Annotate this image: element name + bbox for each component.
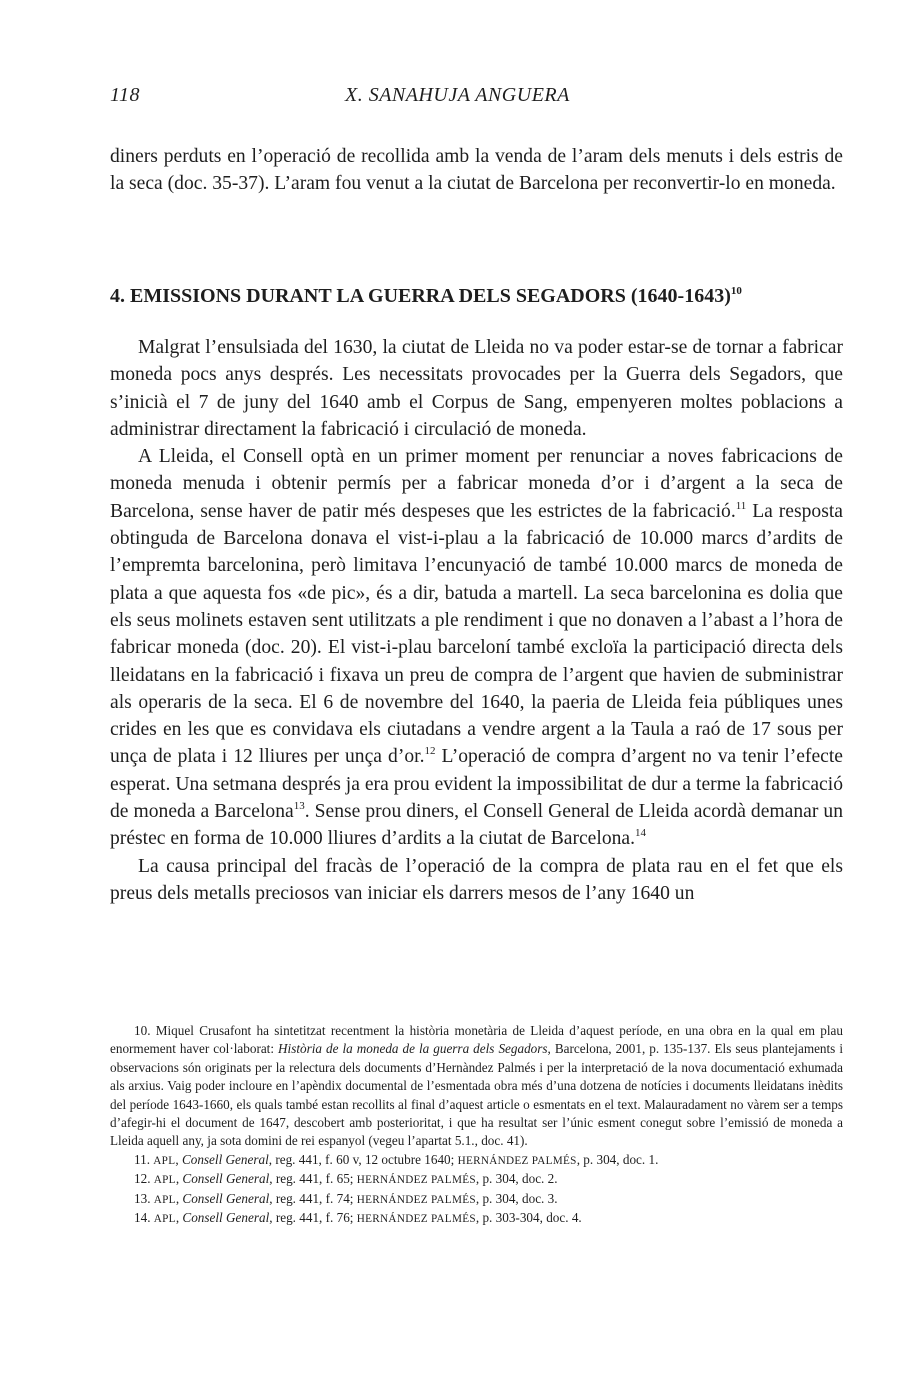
footnote-10	[110, 1022, 843, 1151]
footnote-14: 14. APL, Consell General, reg. 441, f. 76; HERNÁNDEZ PALMÉS, p. 303-304, doc. 4.	[134, 1210, 582, 1226]
section-heading	[110, 283, 843, 310]
footnote-12: 12. APL, Consell General, reg. 441, f. 65; HERNÁNDEZ PALMÉS, p. 304, doc. 2.	[134, 1171, 558, 1187]
footnote-ref-12[interactable]: 12	[424, 745, 436, 758]
footnote-10-text-b: , Barcelona, 2001, p. 135-137. Els seus plantejaments i observacions són originats per la relectura dels documents d’Hernàndez Palmés i per la interpretació de la nova documentació exhumada als arxius. Vaig poder incloure en l’apèndix documental de l’esmentada obra més d’una dotzena de notícies i documents lleidatans inèdits del període 1643-1660, els quals també estan recollits al final d’aquest article o esmentats en el text. Malauradament no vàrem ser a temps d’afegir-hi el document de 1647, descobert amb posterioritat, i que ha resultat ser l’únic esment conegut sobre l’emissió de moneda a Lleida aquell any, ja sota domini de rei espanyol (vegeu l’apartat 5.1., doc. 41).	[110, 1041, 843, 1149]
footnote-11: 11. APL, Consell General, reg. 441, f. 60 v, 12 octubre 1640; HERNÁNDEZ PALMÉS, p. 304, doc. 1.	[134, 1151, 659, 1167]
section-heading-text: 4. EMISSIONS DURANT LA GUERRA DELS SEGADORS (1640-1643)	[110, 285, 731, 307]
footnote-ref-10[interactable]: 10	[730, 285, 742, 297]
paragraph-2-part-d: . Sense prou diners, el Consell General de Lleida acordà demanar un préstec en forma de 10.000 lliures d’ardits a la ciutat de Barcelona.	[110, 801, 843, 850]
footnote-10-text-a: 10. Miquel Crusafont ha sintetitzat recentment la història monetària de Lleida d’aquest període, en una obra en la qual em plau enormement haver col·laborat:	[110, 1023, 843, 1057]
paragraph-2-part-a: A Lleida, el Consell optà en un primer moment per renunciar a noves fabricacions de moneda menuda i obtenir permís per a fabricar moneda d’or i d’argent a la seca de Barcelona, sense haver de patir més despeses que les estrictes de la fabricació.	[110, 446, 843, 522]
section-body	[110, 334, 843, 907]
footnotes	[110, 1022, 843, 1228]
footnote-ref-13[interactable]: 13	[293, 800, 305, 813]
paragraph-1: Malgrat l’ensulsiada del 1630, la ciutat de Lleida no va poder estar-se de tornar a fabricar moneda pocs anys després. Les necessitats provocades per la Guerra dels Segadors, que s’inicià el 7 de juny del 1640 amb el Corpus de Sang, empenyeren moltes poblacions a administrar directament la fabricació i circulació de moneda.	[110, 337, 843, 440]
footnote-ref-14[interactable]: 14	[635, 827, 647, 840]
paragraph-3: La causa principal del fracàs de l’operació de la compra de plata rau en el fet que els preus dels metalls preciosos van iniciar els darrers mesos de l’any 1640 un	[110, 855, 843, 904]
paragraph-2	[110, 443, 843, 852]
page-number: 118	[110, 84, 141, 106]
footnote-ref-11[interactable]: 11	[735, 499, 747, 512]
intro-paragraph: diners perduts en l’operació de recollida amb la venda de l’aram dels menuts i dels estris de la seca (doc. 35-37). L’aram fou venut a la ciutat de Barcelona per reconvertir-lo en moneda.	[110, 146, 843, 195]
paragraph-2-part-b: La resposta obtinguda de Barcelona donava el vist-i-plau a la fabricació de 10.000 marcs d’ardits de l’empremta barcelonina, però limitava l’encunyació de també 10.000 marcs de moneda de plata a que aquesta fos «de pic», és a dir, batuda a martell. La seca barcelonina es dolia que els seus molinets estaven sent utilitzats a ple rendiment i que no donaven a l’abast a l’hora de fabricar moneda (doc. 20). El vist-i-plau barceloní també excloïa la participació directa dels lleidatans en la fabricació i fixava un preu de compra de l’argent que havien de subministrar als operaris de la seca. El 6 de novembre del 1640, la paeria de Lleida feia públiques unes crides en les que es convidava els ciutadans a vendre argent a la Taula a raó de 17 sous per unça de plata i 12 lliures per unça d’or.	[110, 500, 843, 768]
intro-paragraph-block	[110, 143, 843, 197]
paragraph-2-part-c: L’operació de compra d’argent no va tenir l’efecte esperat. Una setmana després ja era prou evident la impossibilitat de dur a terme la fabricació de moneda a Barcelona	[110, 746, 843, 823]
footnote-13: 13. APL, Consell General, reg. 441, f. 74; HERNÁNDEZ PALMÉS, p. 304, doc. 3.	[134, 1190, 558, 1206]
running-header	[110, 84, 843, 114]
running-title: X. SANAHUJA ANGUERA	[345, 84, 570, 106]
footnote-10-book-title: Història de la moneda de la guerra dels Segadors	[278, 1041, 548, 1057]
